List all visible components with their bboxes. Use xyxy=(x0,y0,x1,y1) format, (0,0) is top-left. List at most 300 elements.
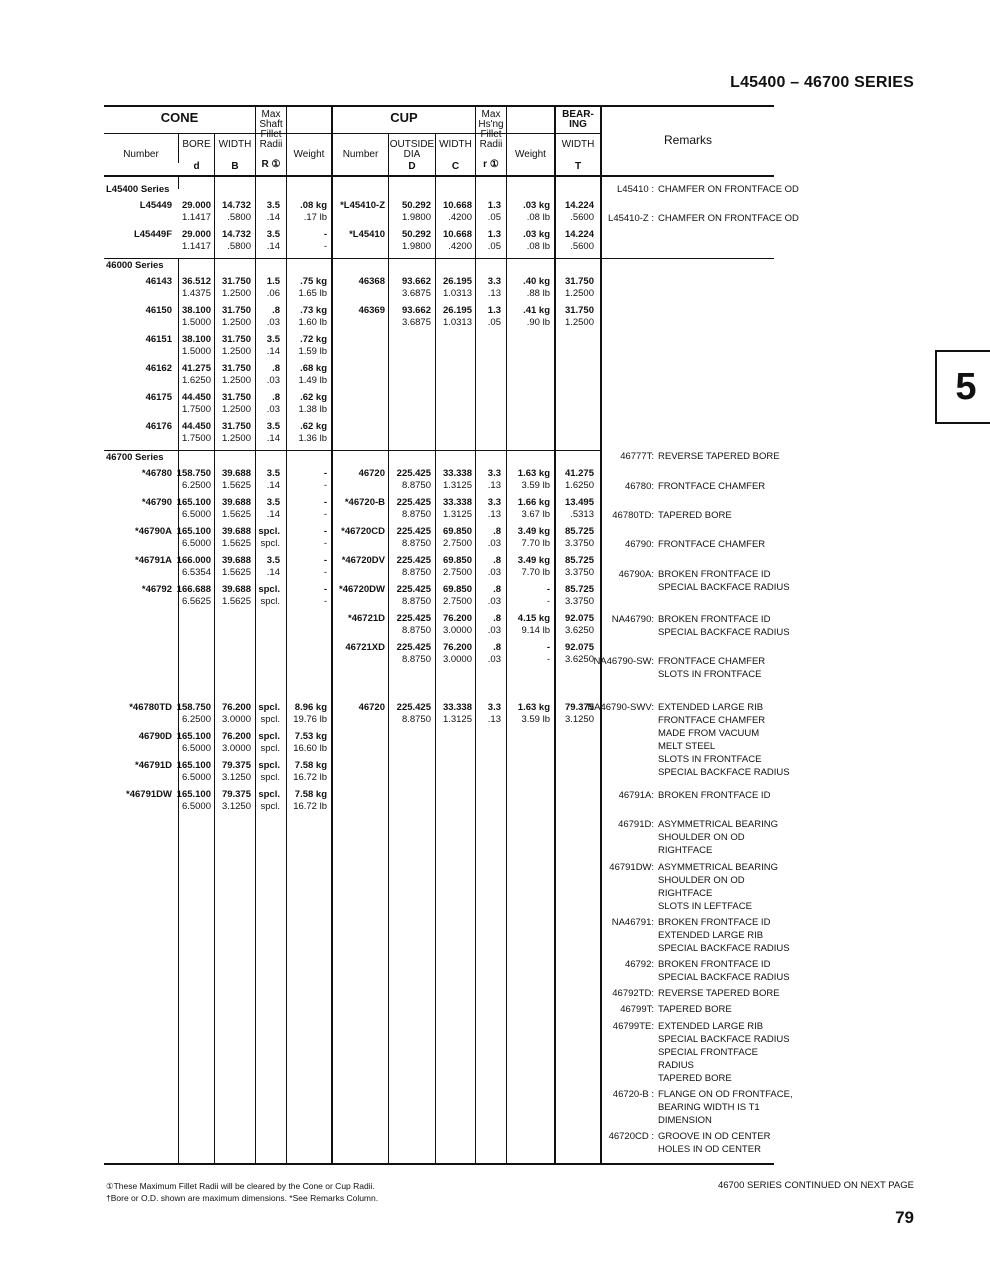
cone-width-value xyxy=(222,497,251,521)
bore-value-imperial: 6.5625 xyxy=(181,596,211,607)
housing-radius-value-imperial: .05 xyxy=(487,241,501,252)
cup-number xyxy=(345,497,385,509)
cup-width-value xyxy=(443,200,472,224)
cup-width-value-imperial: 2.7500 xyxy=(442,538,472,549)
cup-weight-value-imperial: - xyxy=(546,596,550,607)
cone-weight-value-imperial: 1.36 lb xyxy=(298,433,327,444)
housing-radius-value-metric: .8 xyxy=(493,642,501,653)
cone-weight-value xyxy=(298,334,327,358)
cup-number xyxy=(339,584,385,596)
cup-width-value-metric: 69.850 xyxy=(442,526,472,537)
remark-line: MADE FROM VACUUM xyxy=(658,728,760,739)
remark-line: CHAMFER ON FRONTFACE OD xyxy=(658,184,799,195)
cup-weight-value xyxy=(518,702,550,726)
shaft-radius-value-imperial: .14 xyxy=(266,480,280,491)
cone-weight-value-metric: - xyxy=(323,555,327,566)
housing-radius-value-metric: 3.3 xyxy=(487,276,501,287)
col-rule xyxy=(214,133,215,1163)
housing-radius-value-imperial: .13 xyxy=(487,509,501,520)
cup-width-value-imperial: 3.0000 xyxy=(442,625,472,636)
outside-dia-value xyxy=(402,200,431,224)
bore-value xyxy=(182,276,211,300)
cone-weight-value xyxy=(298,305,327,329)
housing-radius-value xyxy=(488,555,501,579)
cup-number-text: *46720DW xyxy=(339,584,385,595)
remark-line: SLOTS IN FRONTFACE xyxy=(658,754,762,765)
bore-value-metric: 38.100 xyxy=(181,305,211,316)
shaft-radius-value xyxy=(267,392,280,416)
cone-number xyxy=(129,702,172,714)
cone-weight-value-imperial: .17 lb xyxy=(303,212,327,223)
series-label: 46000 Series xyxy=(106,260,164,271)
cup-number xyxy=(342,555,385,567)
cup-weight-value-imperial: 7.70 lb xyxy=(521,567,550,578)
shaft-radius-value-metric: 3.5 xyxy=(266,229,280,240)
housing-radius-value xyxy=(488,642,501,666)
remark-key-text: 46720CD : xyxy=(608,1131,654,1142)
remark-line: BROKEN FRONTFACE ID xyxy=(658,614,771,625)
cone-width-value-metric: 39.688 xyxy=(221,526,251,537)
bore-value xyxy=(182,363,211,387)
cone-number xyxy=(146,363,172,375)
cup-weight-value-imperial: 3.59 lb xyxy=(521,480,550,491)
cup-width-value-imperial: .4200 xyxy=(448,241,472,252)
remark-line: RIGHTFACE xyxy=(658,888,713,899)
bearing-width-value-imperial: 1.2500 xyxy=(564,317,594,328)
cone-weight-value xyxy=(324,468,327,492)
header-bore-symbol: d xyxy=(193,161,200,172)
shaft-radius-value-imperial: spcl. xyxy=(260,596,280,607)
remark-key-text: 46791A: xyxy=(618,790,654,801)
shaft-radius-value-imperial: .14 xyxy=(266,212,280,223)
cup-weight-value-metric: .41 kg xyxy=(523,305,550,316)
cone-weight-value-metric: .72 kg xyxy=(300,334,327,345)
bearing-width-value-imperial: 3.3750 xyxy=(564,596,594,607)
cone-weight-value-imperial: 1.65 lb xyxy=(298,288,327,299)
cup-width-value-metric: 33.338 xyxy=(442,497,472,508)
remark-line: RIGHTFACE xyxy=(658,845,713,856)
cone-width-value xyxy=(222,421,251,445)
cup-number xyxy=(359,276,385,288)
cone-number xyxy=(146,334,172,346)
housing-radius-value-imperial: .03 xyxy=(487,625,501,636)
section-tab: 5 xyxy=(935,350,990,424)
cup-number-text: 46720 xyxy=(358,468,385,479)
outside-dia-value-imperial: 8.8750 xyxy=(401,625,431,636)
cup-weight-value xyxy=(523,276,550,300)
housing-radius-value-metric: .8 xyxy=(493,584,501,595)
remark-key-text: 46777T: xyxy=(620,451,654,462)
bearing-width-value-metric: 85.725 xyxy=(564,526,594,537)
housing-radius-value-imperial: .03 xyxy=(487,654,501,665)
cup-weight-value-metric: .40 kg xyxy=(523,276,550,287)
remark-line: EXTENDED LARGE RIB xyxy=(658,1021,764,1032)
cone-weight-value-metric: 7.58 kg xyxy=(294,789,327,800)
cup-number-text: 46368 xyxy=(358,276,385,287)
bearing-width-value-metric: 31.750 xyxy=(564,305,594,316)
housing-radius-value-imperial: .03 xyxy=(487,538,501,549)
bore-value-imperial: 6.2500 xyxy=(181,714,211,725)
bearing-width-value-metric: 85.725 xyxy=(564,584,594,595)
cone-number-text: 46151 xyxy=(145,334,172,345)
outside-dia-value xyxy=(402,229,431,253)
cone-width-value-metric: 31.750 xyxy=(221,276,251,287)
cone-number xyxy=(140,200,172,212)
footnote: ①These Maximum Fillet Radii will be cleared by the Cone or Cup Radii. xyxy=(106,1181,375,1191)
bore-value xyxy=(182,421,211,445)
cone-width-value-imperial: 1.5625 xyxy=(221,480,251,491)
remark-line: SLOTS IN LEFTFACE xyxy=(658,901,752,912)
cone-weight-value-imperial: 1.49 lb xyxy=(298,375,327,386)
cup-width-value xyxy=(443,305,472,329)
housing-radius-value-imperial: .05 xyxy=(487,212,501,223)
bore-value-metric: 158.750 xyxy=(176,468,211,479)
footnote: †Bore or O.D. shown are maximum dimensions. *See Remarks Column. xyxy=(106,1193,379,1203)
col-rule xyxy=(435,133,436,1163)
bearing-width-value-imperial: 3.6250 xyxy=(564,625,594,636)
bore-value xyxy=(182,392,211,416)
cone-width-value-metric: 39.688 xyxy=(221,468,251,479)
cone-width-value-imperial: 1.2500 xyxy=(221,433,251,444)
series-label: 46700 Series xyxy=(106,452,164,463)
cup-weight-value xyxy=(523,305,550,329)
cone-width-value-imperial: 1.2500 xyxy=(221,404,251,415)
outside-dia-value xyxy=(397,468,431,492)
cone-weight-value xyxy=(324,584,327,608)
continued-note: 46700 SERIES CONTINUED ON NEXT PAGE xyxy=(717,1180,914,1191)
cup-weight-value-imperial: .08 lb xyxy=(526,241,550,252)
cone-width-value-metric: 31.750 xyxy=(221,392,251,403)
cup-weight-value-imperial: 3.59 lb xyxy=(521,714,550,725)
col-rule xyxy=(554,106,556,1163)
bore-value-imperial: 1.4375 xyxy=(181,288,211,299)
cup-weight-value-imperial: .08 lb xyxy=(526,212,550,223)
cone-number-text: *46791DW xyxy=(126,789,172,800)
header-max-shaft-symbol: R ① xyxy=(261,159,281,170)
outside-dia-value-imperial: 8.8750 xyxy=(401,538,431,549)
cone-weight-value-imperial: 16.60 lb xyxy=(293,743,327,754)
cup-number-text: 46369 xyxy=(358,305,385,316)
col-rule xyxy=(178,177,179,189)
bore-value-metric: 38.100 xyxy=(181,334,211,345)
remark-line: SLOTS IN FRONTFACE xyxy=(658,669,762,680)
remark-line: MELT STEEL xyxy=(658,741,716,752)
cone-width-value xyxy=(222,392,251,416)
outside-dia-value-imperial: 3.6875 xyxy=(401,317,431,328)
cone-number-text: 46790D xyxy=(138,731,172,742)
cone-width-value xyxy=(222,305,251,329)
cone-width-value-imperial: 1.5625 xyxy=(221,596,251,607)
bore-value xyxy=(182,305,211,329)
cone-weight-value xyxy=(298,392,327,416)
cup-weight-value-metric: 1.66 kg xyxy=(517,497,550,508)
cup-weight-value xyxy=(547,584,550,608)
cone-number xyxy=(146,421,172,433)
housing-radius-value xyxy=(488,200,501,224)
cup-number-text: 46721XD xyxy=(345,642,385,653)
cup-weight-value xyxy=(518,497,550,521)
housing-radius-value-metric: .8 xyxy=(493,526,501,537)
bore-value-imperial: 1.5000 xyxy=(181,346,211,357)
cone-width-value xyxy=(222,760,251,784)
outside-dia-value-imperial: 8.8750 xyxy=(401,596,431,607)
bore-value-imperial: 1.6250 xyxy=(181,375,211,386)
cone-weight-value xyxy=(293,760,327,784)
housing-radius-value xyxy=(488,229,501,253)
outside-dia-value-imperial: 8.8750 xyxy=(401,480,431,491)
bore-value xyxy=(182,334,211,358)
outside-dia-value-imperial: 3.6875 xyxy=(401,288,431,299)
bearing-width-value-metric: 92.075 xyxy=(564,642,594,653)
outside-dia-value-imperial: 8.8750 xyxy=(401,509,431,520)
outside-dia-value xyxy=(402,305,431,329)
housing-radius-value-metric: 3.3 xyxy=(487,468,501,479)
bearing-width-value xyxy=(565,200,594,224)
cone-width-value-metric: 39.688 xyxy=(221,584,251,595)
outside-dia-value xyxy=(397,702,431,726)
header-max-shaft: Max Shaft Fillet Radii xyxy=(259,109,283,150)
shaft-radius-value-imperial: .14 xyxy=(266,509,280,520)
cup-weight-value-metric: 1.63 kg xyxy=(517,468,550,479)
cone-width-value-imperial: 1.2500 xyxy=(221,375,251,386)
header-cup-number: Number xyxy=(342,149,379,160)
remark-line: FRONTFACE CHAMFER xyxy=(658,539,766,550)
cup-weight-value-metric: - xyxy=(546,642,550,653)
cup-number xyxy=(341,526,385,538)
cup-width-value xyxy=(443,229,472,253)
cone-width-value-imperial: 1.5625 xyxy=(221,567,251,578)
bore-value-metric: 166.000 xyxy=(176,555,211,566)
bore-value-imperial: 1.1417 xyxy=(181,212,211,223)
cup-weight-value-imperial: .88 lb xyxy=(526,288,550,299)
col-rule xyxy=(475,106,476,1163)
cone-number xyxy=(135,526,172,538)
col-rule xyxy=(506,106,507,1163)
bearing-width-value-imperial: 1.6250 xyxy=(564,480,594,491)
shaft-radius-value-metric: spcl. xyxy=(258,702,280,713)
cone-width-value xyxy=(222,334,251,358)
header-bearing-width-symbol: T xyxy=(574,161,582,172)
cone-number xyxy=(126,789,172,801)
cone-width-value-metric: 31.750 xyxy=(221,334,251,345)
cone-weight-value-imperial: - xyxy=(323,480,327,491)
cone-weight-value-metric: 7.58 kg xyxy=(294,760,327,771)
cone-weight-value-imperial: 1.59 lb xyxy=(298,346,327,357)
cone-width-value-metric: 14.732 xyxy=(221,229,251,240)
cup-width-value-metric: 33.338 xyxy=(442,702,472,713)
cup-weight-value-imperial: 9.14 lb xyxy=(521,625,550,636)
cup-weight-value xyxy=(547,642,550,666)
cone-number xyxy=(146,276,172,288)
cup-width-value-metric: 26.195 xyxy=(442,276,472,287)
shaft-radius-value-imperial: .03 xyxy=(266,375,280,386)
bore-value-metric: 44.450 xyxy=(181,421,211,432)
cone-number-text: *46790A xyxy=(135,526,172,537)
cup-width-value-imperial: 2.7500 xyxy=(442,596,472,607)
cone-width-value-metric: 79.375 xyxy=(221,789,251,800)
page-title: L45400 – 46700 SERIES xyxy=(730,74,914,91)
remark-line: SPECIAL FRONTFACE xyxy=(658,1047,758,1058)
bore-value-imperial: 6.5000 xyxy=(181,772,211,783)
bore-value xyxy=(177,526,211,550)
bore-value-imperial: 6.5000 xyxy=(181,538,211,549)
cup-width-value xyxy=(443,702,472,726)
bore-value-metric: 29.000 xyxy=(181,229,211,240)
remark-line: EXTENDED LARGE RIB xyxy=(658,702,764,713)
header-bearing-width: WIDTH xyxy=(561,139,595,150)
cone-width-value-imperial: 1.2500 xyxy=(221,346,251,357)
housing-radius-value xyxy=(488,305,501,329)
cup-weight-value-metric: 3.49 kg xyxy=(517,555,550,566)
cup-width-value-metric: 69.850 xyxy=(442,584,472,595)
remark-line: ASYMMETRICAL BEARING xyxy=(658,862,779,873)
bearing-width-value xyxy=(565,276,594,300)
housing-radius-value-imperial: .13 xyxy=(487,714,501,725)
cone-weight-value xyxy=(300,200,327,224)
cone-weight-value-metric: 7.53 kg xyxy=(294,731,327,742)
bearing-width-value-imperial: 3.3750 xyxy=(564,538,594,549)
cone-width-value xyxy=(222,702,251,726)
bore-value-imperial: 1.5000 xyxy=(181,317,211,328)
shaft-radius-value-imperial: .14 xyxy=(266,346,280,357)
cup-number-text: *L45410-Z xyxy=(340,200,385,211)
col-rule xyxy=(388,133,389,1163)
cup-width-value-metric: 26.195 xyxy=(442,305,472,316)
cone-weight-value-metric: .75 kg xyxy=(300,276,327,287)
remark-line: BROKEN FRONTFACE ID xyxy=(658,790,771,801)
remark-line: HOLES IN OD CENTER xyxy=(658,1144,761,1155)
cone-number xyxy=(146,305,172,317)
header-cup-weight: Weight xyxy=(515,149,546,160)
cup-weight-value-metric: - xyxy=(546,584,550,595)
remark-key-text: 46780: xyxy=(624,481,654,492)
remark-line: GROOVE IN OD CENTER xyxy=(658,1131,771,1142)
outside-dia-value-metric: 93.662 xyxy=(401,305,431,316)
cone-width-value xyxy=(222,200,251,224)
remark-line: BROKEN FRONTFACE ID xyxy=(658,959,771,970)
cup-width-value-metric: 76.200 xyxy=(442,613,472,624)
header-cone-width-symbol: B xyxy=(231,161,239,172)
cone-width-value-metric: 31.750 xyxy=(221,363,251,374)
page-number: 79 xyxy=(895,1208,914,1227)
housing-radius-value-imperial: .13 xyxy=(487,288,501,299)
outside-dia-value xyxy=(397,497,431,521)
cone-weight-value xyxy=(293,731,327,755)
cone-width-value xyxy=(222,526,251,550)
cone-width-value xyxy=(222,584,251,608)
remark-line: REVERSE TAPERED BORE xyxy=(658,451,780,462)
bearing-width-value xyxy=(565,305,594,329)
cup-width-value xyxy=(443,613,472,637)
cone-width-value-metric: 31.750 xyxy=(221,305,251,316)
header-outside-dia: OUTSIDE DIA xyxy=(389,139,435,160)
cone-width-value-metric: 39.688 xyxy=(221,555,251,566)
cone-number xyxy=(134,229,172,241)
cup-number xyxy=(349,229,385,241)
shaft-radius-value-metric: 3.5 xyxy=(266,497,280,508)
cup-weight-value xyxy=(523,200,550,224)
cone-weight-value-imperial: - xyxy=(323,538,327,549)
cup-weight-value-imperial: .90 lb xyxy=(526,317,550,328)
bearing-width-value-imperial: .5313 xyxy=(570,509,594,520)
cone-width-value-imperial: 1.2500 xyxy=(221,317,251,328)
shaft-radius-value xyxy=(267,276,280,300)
cup-width-value xyxy=(443,276,472,300)
cup-width-value xyxy=(443,497,472,521)
cup-width-value-imperial: 1.0313 xyxy=(442,288,472,299)
remark-line: SPECIAL BACKFACE RADIUS xyxy=(658,582,790,593)
header-bearing: BEAR- ING xyxy=(562,109,594,130)
cone-weight-value-metric: .68 kg xyxy=(300,363,327,374)
cone-width-value-imperial: .5800 xyxy=(227,212,251,223)
remark-key-text: 46791DW: xyxy=(609,862,654,873)
bearing-width-value-imperial: 3.1250 xyxy=(564,714,594,725)
housing-radius-value xyxy=(488,526,501,550)
housing-radius-value-imperial: .05 xyxy=(487,317,501,328)
cup-width-value-imperial: 1.0313 xyxy=(442,317,472,328)
cup-width-value-imperial: .4200 xyxy=(448,212,472,223)
housing-radius-value xyxy=(488,702,501,726)
remark-line: DIMENSION xyxy=(658,1115,712,1126)
cone-weight-value xyxy=(324,526,327,550)
housing-radius-value xyxy=(488,497,501,521)
cup-weight-value-metric: 3.49 kg xyxy=(517,526,550,537)
remark-line: REVERSE TAPERED BORE xyxy=(658,988,780,999)
cone-weight-value xyxy=(324,229,327,253)
shaft-radius-value xyxy=(258,731,280,755)
bore-value-metric: 165.100 xyxy=(176,731,211,742)
cup-weight-value-metric: .03 kg xyxy=(523,229,550,240)
shaft-radius-value xyxy=(267,200,280,224)
bore-value xyxy=(177,468,211,492)
cup-weight-value-imperial: 3.67 lb xyxy=(521,509,550,520)
header-remarks: Remarks xyxy=(663,133,712,147)
cone-number-text: 46176 xyxy=(145,421,172,432)
cone-number xyxy=(142,468,172,480)
shaft-radius-value-imperial: spcl. xyxy=(260,743,280,754)
shaft-radius-value-imperial: spcl. xyxy=(260,714,280,725)
shaft-radius-value xyxy=(267,421,280,445)
table-bottom-rule xyxy=(104,1163,774,1165)
remark-key-text: L45410-Z : xyxy=(608,213,654,224)
shaft-radius-value-imperial: spcl. xyxy=(260,538,280,549)
shaft-radius-value-metric: .8 xyxy=(272,363,280,374)
cup-width-value-imperial: 1.3125 xyxy=(442,714,472,725)
bore-value-imperial: 1.1417 xyxy=(181,241,211,252)
remark-key-text: NA46790: xyxy=(611,614,654,625)
shaft-radius-value-metric: spcl. xyxy=(258,526,280,537)
remark-line: SPECIAL BACKFACE RADIUS xyxy=(658,1034,790,1045)
remark-line: CHAMFER ON FRONTFACE OD xyxy=(658,213,799,224)
cup-number xyxy=(345,642,385,654)
remark-line: TAPERED BORE xyxy=(658,1073,732,1084)
bearing-width-value-imperial: 3.6250 xyxy=(564,654,594,665)
shaft-radius-value xyxy=(258,760,280,784)
footnotes xyxy=(106,1180,378,1204)
cone-number-text: L45449 xyxy=(139,200,172,211)
cone-weight-value-imperial: 1.38 lb xyxy=(298,404,327,415)
col-rule xyxy=(600,106,602,1163)
shaft-radius-value xyxy=(267,229,280,253)
cup-number-text: *46721D xyxy=(348,613,385,624)
cup-width-value xyxy=(443,468,472,492)
cup-weight-value-imperial: 7.70 lb xyxy=(521,538,550,549)
remark-key-text: NA46790-SW: xyxy=(593,656,654,667)
remark-key-text: 46792TD: xyxy=(612,988,654,999)
cone-weight-value-imperial: - xyxy=(323,567,327,578)
cone-number-text: *46791D xyxy=(135,760,172,771)
cone-number xyxy=(135,760,172,772)
